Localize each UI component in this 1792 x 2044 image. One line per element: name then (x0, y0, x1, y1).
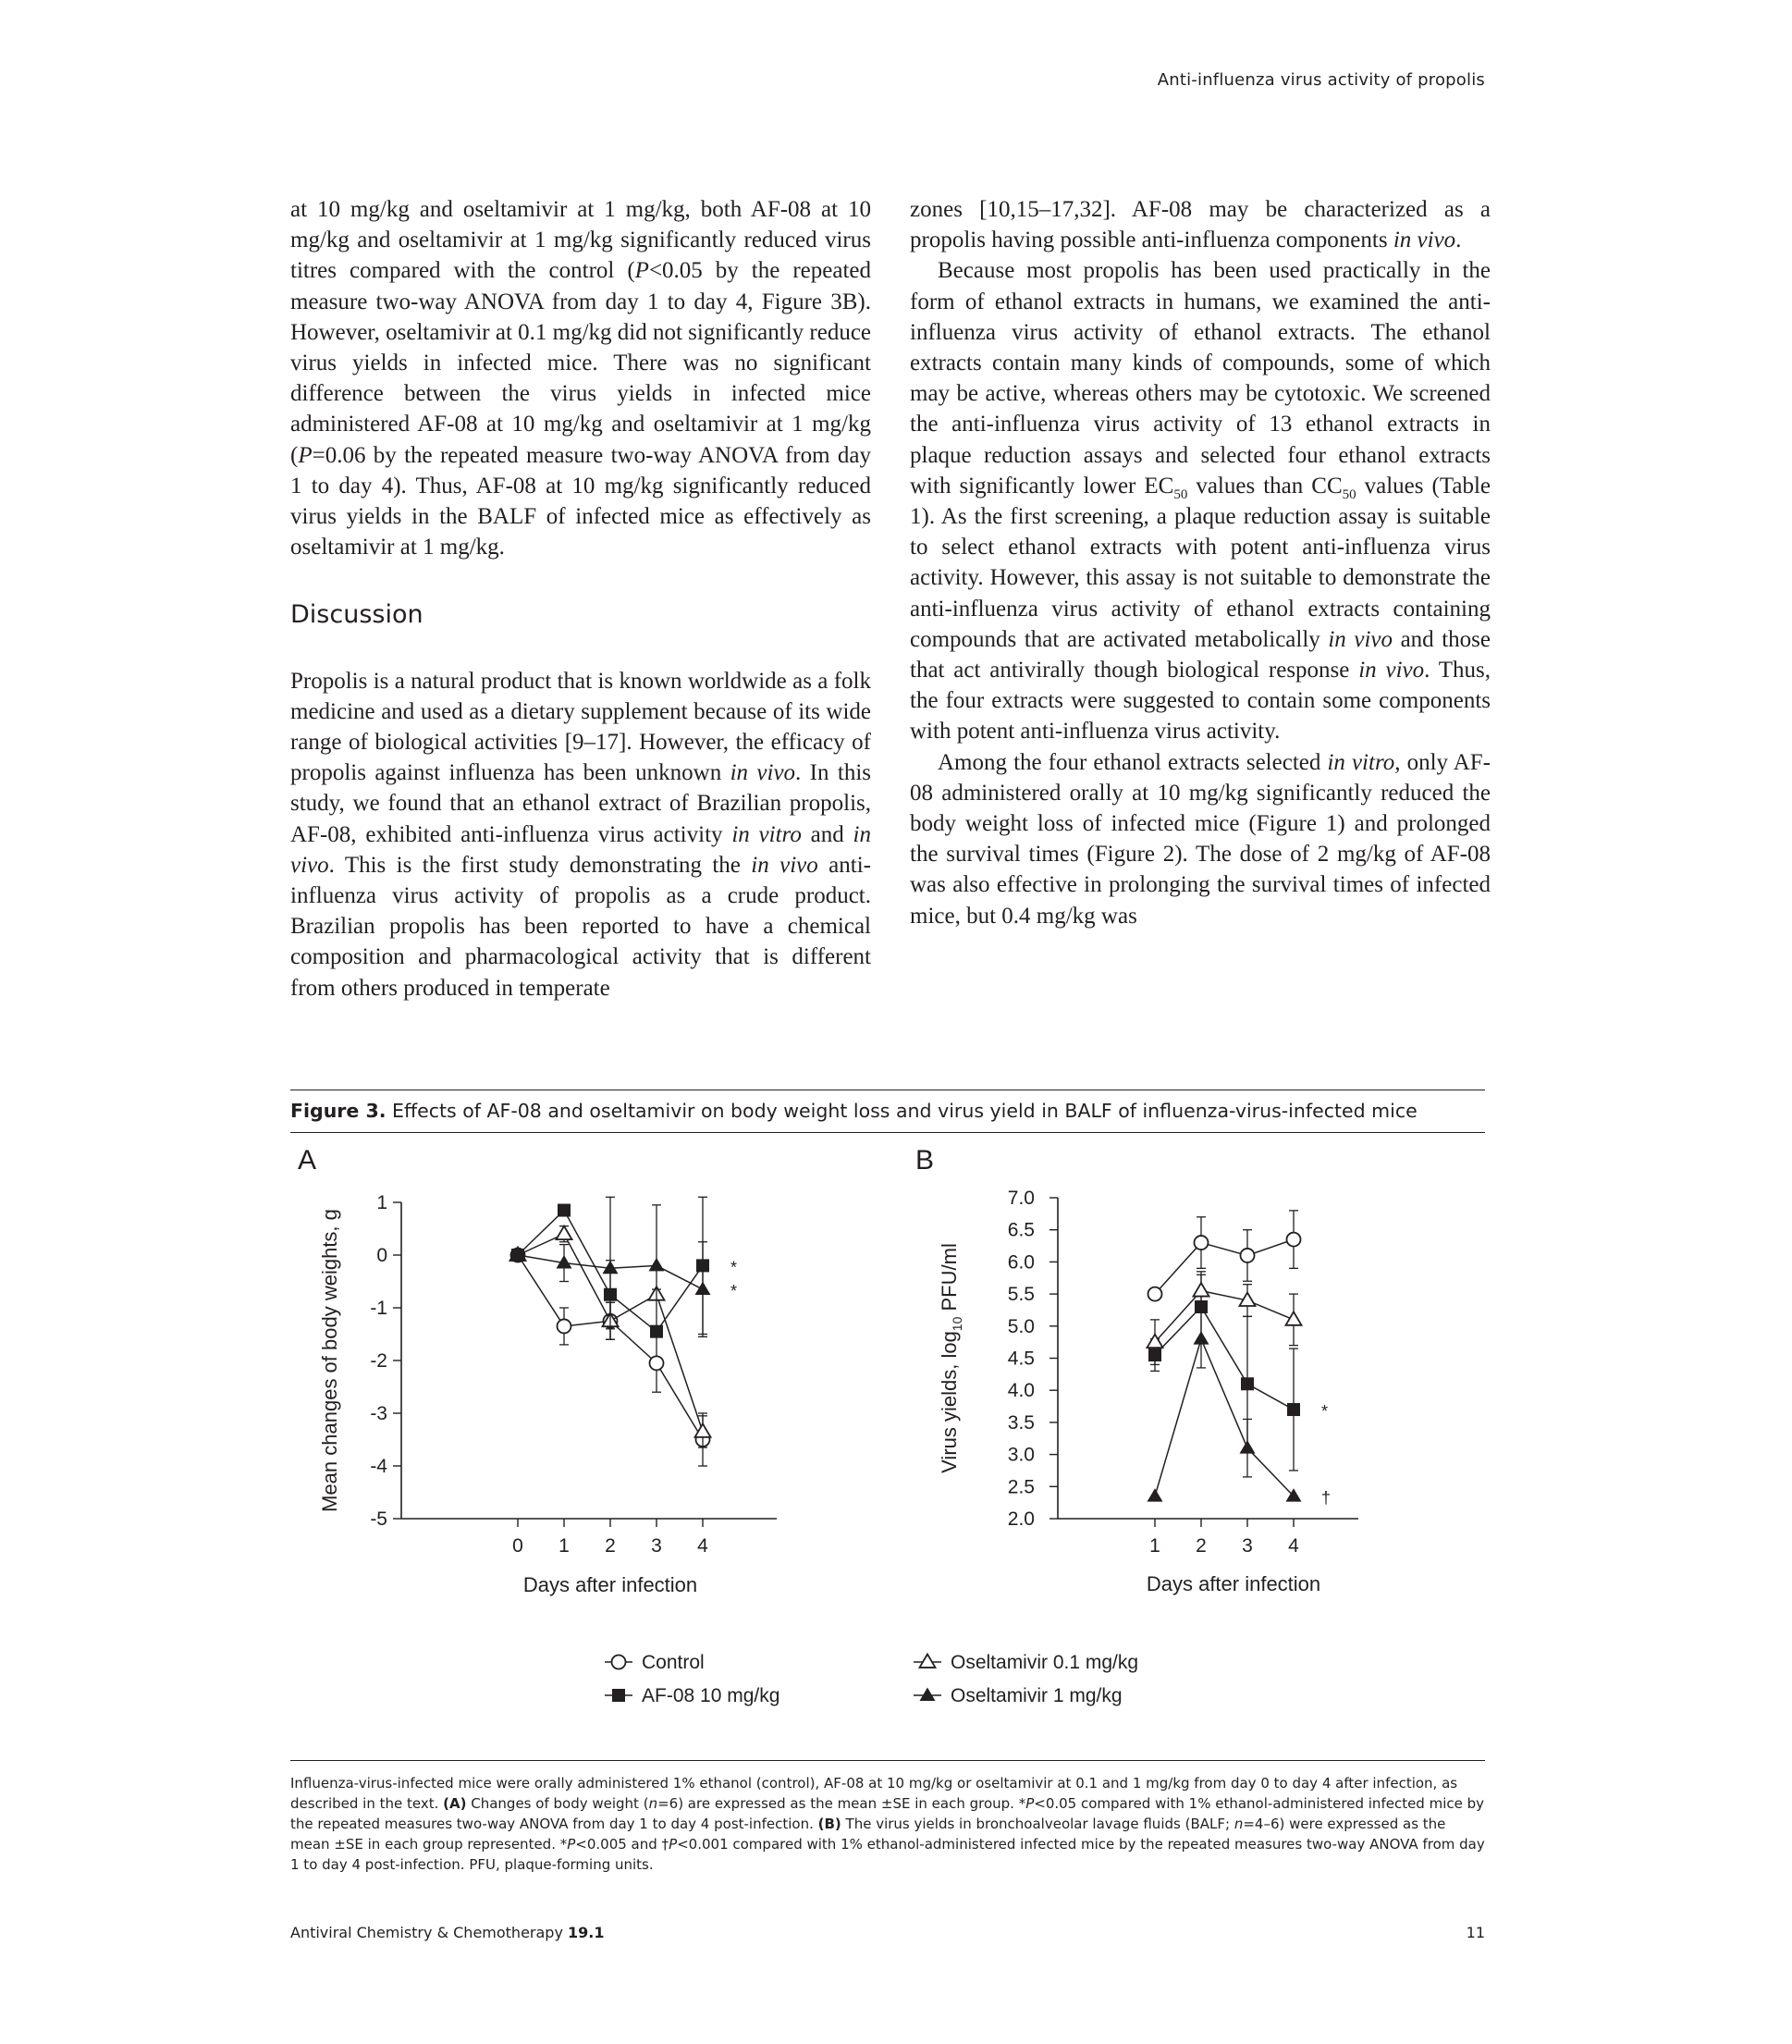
footer-journal (290, 1924, 605, 1941)
legend-marker (612, 1689, 625, 1702)
y-tick-label: 7.0 (1007, 1188, 1035, 1209)
data-point (650, 1356, 664, 1370)
legend-item-af08 (605, 1685, 779, 1706)
y-tick-label: 4.5 (1007, 1348, 1035, 1370)
x-tick-label: 2 (605, 1535, 616, 1557)
data-point (1287, 1233, 1301, 1247)
y-tick-label: 6.5 (1007, 1219, 1035, 1241)
x-tick-label: 4 (1288, 1535, 1299, 1557)
left-paragraph-2: Propolis is a natural product that is known worldwide as a folk medicine and used as a dietary supplement because of its wide range of biological activities [9–17]. However, the efficacy of propolis against influenza has been unknown in vivo. In this study, we found that an ethanol extract of Brazilian propolis, AF-08, exhibited anti-influenza virus activity in vitro and in vivo. This is the first study demonstrating the in vivo anti-influenza virus activity of propolis as a crude product. Brazilian propolis has been reported to have a chemical composition and pharmacological activity that is different from others produced in temperate (290, 668, 871, 1001)
data-point (1194, 1283, 1209, 1296)
legend-marker (612, 1656, 626, 1669)
y-tick-label: 2.5 (1007, 1476, 1035, 1498)
page-number: 11 (1466, 1924, 1485, 1941)
y-tick-label: -2 (370, 1350, 387, 1372)
x-tick-label: 3 (1242, 1535, 1253, 1557)
data-point (557, 1226, 572, 1239)
legend-marker (920, 1688, 936, 1701)
data-point (1287, 1403, 1300, 1416)
significance-mark: * (730, 1282, 738, 1301)
y-tick-label: -1 (370, 1298, 387, 1319)
x-tick-label: 4 (697, 1535, 708, 1557)
right-column (910, 194, 1491, 931)
data-point (1286, 1311, 1302, 1324)
data-point (1148, 1488, 1163, 1501)
x-tick-label: 1 (558, 1535, 570, 1557)
y-tick-label: 5.5 (1007, 1284, 1035, 1306)
x-tick-label: 1 (1149, 1535, 1160, 1557)
right-paragraph-3: Among the four ethanol extracts selected in vitro, only AF-08 administered orally at 10 mg/kg significantly reduced the body weight loss of infected mice (Figure 1) and prolonged the survival times (Figure 2). The dose of 2 mg/kg of AF-08 was also effective in prolonging the survival times of infected mice, but 0.4 mg/kg was (910, 749, 1491, 929)
left-column (290, 194, 871, 1004)
journal-name: Antiviral Chemistry & Chemotherapy (290, 1924, 563, 1941)
data-point (650, 1325, 663, 1338)
y-tick-label: -3 (370, 1403, 387, 1424)
legend-marker (920, 1655, 936, 1668)
panel-a (298, 1145, 777, 1596)
y-axis-label: Virus yields, $\log_{10} PFU/ml$ (938, 1243, 964, 1473)
right-paragraph-1: zones [10,15–17,32]. AF-08 may be characterized as a propolis having possible anti-influenza components in vivo. (910, 197, 1491, 253)
series-line (1155, 1291, 1294, 1343)
figure-title-text: Effects of AF-08 and oseltamivir on body weight loss and virus yield in BALF of influenza-virus-infected mice (392, 1100, 1418, 1122)
y-tick-label: 4.0 (1007, 1380, 1035, 1402)
y-tick-label: 0 (376, 1245, 387, 1266)
y-tick-label: 5.0 (1007, 1315, 1035, 1337)
series-oseltamivir-0-1-mg-kg (1148, 1272, 1302, 1365)
series-control (1148, 1211, 1301, 1301)
figure-3-charts (290, 1138, 1485, 1730)
running-head: Anti-influenza virus activity of propolis (1157, 70, 1485, 90)
data-point (649, 1258, 665, 1271)
data-point (1240, 1440, 1256, 1453)
x-tick-label: 0 (512, 1535, 523, 1557)
data-point (695, 1282, 711, 1295)
panel-letter-a: A (298, 1145, 317, 1176)
x-tick-label: 3 (651, 1535, 662, 1557)
legend-item-osel1 (914, 1685, 1123, 1706)
figure-title-rule (290, 1132, 1485, 1133)
discussion-heading: Discussion (290, 600, 423, 630)
data-point (558, 1319, 571, 1333)
x-axis-label: Days after infection (522, 1573, 698, 1596)
panel-letter-b: B (915, 1145, 935, 1176)
legend-label: Control (642, 1652, 705, 1673)
y-tick-label: -4 (370, 1456, 387, 1477)
data-point (1195, 1236, 1209, 1250)
left-paragraph-1: at 10 mg/kg and oseltamivir at 1 mg/kg, both AF-08 at 10 mg/kg and oseltamivir at 1 mg/kg significantly reduced virus titres compared with the control (P<0.05 by the repeated measure two-way ANOVA from day 1 to day 4, Figure 3B). However, oseltamivir at 0.1 mg/kg did not significantly reduce virus yields in infected mice. There was no significant difference between the virus yields in infected mice administered AF-08 at 10 mg/kg and oseltamivir at 1 mg/kg (P=0.06 by the repeated measure two-way ANOVA from day 1 to day 4). Thus, AF-08 at 10 mg/kg significantly reduced virus yields in the BALF of infected mice as effectively as oseltamivir at 1 mg/kg. (290, 197, 872, 560)
figure-legend (605, 1652, 1138, 1706)
series-line (1155, 1339, 1294, 1496)
data-point (558, 1204, 571, 1217)
y-tick-label: 3.5 (1007, 1411, 1035, 1434)
data-point (1148, 1287, 1162, 1301)
figure-title (290, 1100, 1485, 1122)
y-tick-label: 1 (376, 1192, 387, 1213)
x-tick-label: 2 (1196, 1535, 1207, 1557)
significance-mark: * (730, 1258, 738, 1277)
legend-item-osel01 (914, 1652, 1138, 1673)
journal-volume: 19.1 (568, 1924, 605, 1941)
series-af-08-10-mg-kg (1148, 1274, 1328, 1471)
data-point (1241, 1377, 1254, 1390)
data-point (1241, 1249, 1255, 1262)
legend-label: AF-08 10 mg/kg (642, 1685, 780, 1706)
y-axis-label: Mean changes of body weights, g (318, 1209, 341, 1512)
significance-mark: * (1321, 1402, 1329, 1422)
figure-label: Figure 3. (290, 1100, 387, 1122)
x-axis-label: Days after infection (1146, 1572, 1321, 1595)
panel-b (915, 1145, 1358, 1595)
y-tick-label: -5 (370, 1508, 387, 1530)
significance-mark: † (1321, 1488, 1332, 1508)
y-tick-label: 6.0 (1007, 1251, 1035, 1274)
y-tick-label: 2.0 (1007, 1508, 1035, 1530)
legend-item-control (605, 1652, 705, 1673)
data-point (1194, 1331, 1209, 1344)
series-line (1155, 1239, 1294, 1294)
caption-rule (290, 1760, 1485, 1761)
legend-label: Oseltamivir 0.1 mg/kg (951, 1652, 1139, 1673)
figure-caption: Influenza-virus-infected mice were orally administered 1% ethanol (control), AF-08 at 10 mg/kg or oseltamivir at 0.1 and 1 mg/kg from day 0 to day 4 after infection, as described in the text. (A) Changes of body weight (n=6) are expressed as the mean ±SE in each group. *P<0.05 compared with 1% ethanol-administered infected mice by the repeated measures two-way ANOVA from day 1 to day 4 post-infection. (B) The virus yields in bronchoalveolar lavage fluids (BALF; n=4–6) were expressed as the mean ±SE in each group represented. *P<0.005 and †P<0.001 compared with 1% ethanol-administered infected mice by the repeated measures two-way ANOVA from day 1 to day 4 post-infection. PFU, plaque-forming units. (290, 1775, 1485, 1873)
right-paragraph-2: Because most propolis has been used practically in the form of ethanol extracts in humans, we examined the anti-influenza virus activity of ethanol extracts. The ethanol extracts contain many kinds of compounds, some of which may be active, whereas others may be cytotoxic. We screened the anti-influenza virus activity of 13 ethanol extracts in plaque reduction assays and selected four ethanol extracts with significantly lower $EC_{50}$ values than $CC_{50}$ values (Table 1). As the first screening, a plaque reduction assay is suitable to select ethanol extracts with potent anti-influenza virus activity. However, this assay is not suitable to demonstrate the anti-influenza virus activity of ethanol extracts containing compounds that are activated metabolically in vivo and those that act antivirally though biological response in vivo. Thus, the four extracts were suggested to contain some components with potent anti-influenza virus activity. (910, 258, 1491, 745)
legend-label: Oseltamivir 1 mg/kg (951, 1685, 1123, 1706)
y-tick-label: 3.0 (1007, 1444, 1035, 1466)
series-oseltamivir-1-mg-kg (1148, 1310, 1332, 1507)
